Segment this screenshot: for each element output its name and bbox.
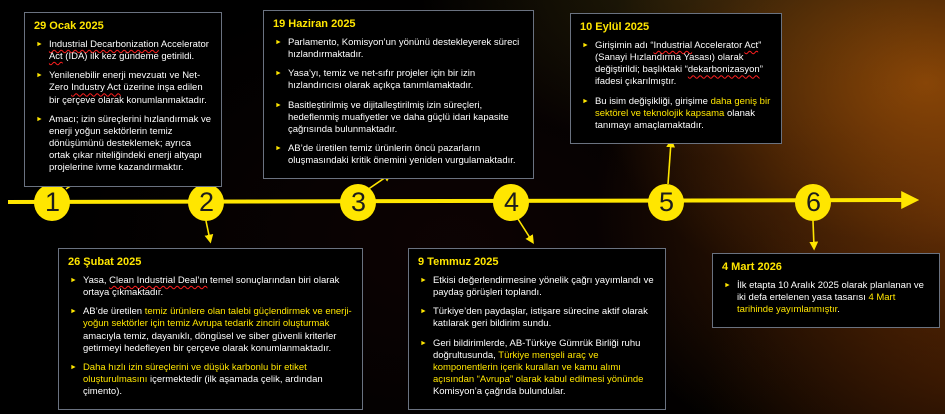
milestone-box-4: [408, 248, 666, 410]
milestone-date: 9 Temmuz 2025: [418, 256, 499, 268]
bullet-arrow-icon: ►: [275, 39, 282, 46]
milestone-bullets: [273, 37, 524, 167]
bullet-text: Basitleştirilmiş ve dijitalleştirilmiş izin süreçleri, hedeflenmiş muafiyetler ve daha güçlü idari kapasite çağrısında bulunmaktadır.: [287, 99, 509, 135]
bullet-text: Etkisi değerlendirmesine yönelik çağrı yayımlandı ve paydaş görüşleri toplandı.: [432, 275, 654, 299]
bullet-item: [273, 68, 524, 92]
timeline-node-1: 1: [34, 184, 70, 221]
bullet-text: AB’de üretilen temiz ürünlerin öncü pazarların oluşmasındaki kritik önemini yeniden vurgulamaktadır.: [287, 143, 516, 167]
milestone-box-3: [263, 10, 534, 179]
bullet-item: [418, 338, 656, 399]
bullet-item: [34, 70, 212, 106]
bullet-item: [34, 114, 212, 175]
bullet-text: Parlamento, Komisyon’un yönünü destekleyerek süreci hızlandırmaktadır.: [287, 37, 520, 61]
milestone-box-2: [58, 248, 363, 410]
bullet-arrow-icon: ►: [582, 42, 589, 49]
timeline-node-3: 3: [340, 184, 376, 221]
bullet-text: Girişimin adı “Industrial Accelerator Act” (Sanayi Hızlandırma Yasası) olarak değiştirildi; başlıktaki “dekarbonizasyon” ifadesi çıkarılmıştır.: [594, 40, 763, 88]
bullet-arrow-icon: ►: [36, 41, 43, 48]
bullet-item: [722, 280, 930, 316]
bullet-arrow-icon: ►: [70, 308, 77, 316]
bullet-text: İlk etapta 10 Aralık 2025 olarak planlanan ve iki defa ertelenen yasa tasarısı 4 Mart tarihinde yayımlanmıştır.: [736, 280, 924, 316]
milestone-bullets: [418, 275, 656, 398]
timeline-node-4: 4: [493, 184, 529, 221]
bullet-text: Yenilenebilir enerji mevzuatı ve Net-Zero Industry Act üzerine inşa edilen bir çerçeve olarak konumlanmaktadır.: [48, 70, 207, 106]
bullet-item: [68, 275, 353, 299]
bullet-item: [68, 306, 353, 355]
milestone-bullets: [580, 40, 772, 132]
bullet-text: Industrial Decarbonization Accelerator Act (IDA) ilk kez gündeme getirildi.: [48, 39, 209, 63]
bullet-item: [418, 275, 656, 299]
bullet-arrow-icon: ►: [724, 282, 731, 289]
bullet-arrow-icon: ►: [420, 339, 427, 347]
connector-node5-box5: [668, 142, 671, 184]
milestone-box-1: [24, 12, 222, 187]
milestone-date: 10 Eylül 2025: [580, 21, 650, 33]
milestone-bullets: [722, 280, 930, 316]
bullet-item: [273, 100, 524, 136]
milestone-date: 29 Ocak 2025: [34, 20, 104, 32]
bullet-arrow-icon: ►: [275, 145, 282, 153]
bullet-item: [68, 362, 353, 398]
connector-node6-box6: [813, 221, 814, 247]
bullet-item: [34, 39, 212, 63]
bullet-arrow-icon: ►: [36, 115, 43, 123]
milestone-box-6: [712, 253, 940, 328]
bullet-text: Türkiye’den paydaşlar, istişare sürecine aktif olarak katılarak geri bildirim sundu.: [432, 306, 648, 330]
bullet-arrow-icon: ►: [36, 72, 43, 80]
bullet-arrow-icon: ►: [70, 277, 77, 284]
bullet-arrow-icon: ►: [420, 277, 427, 284]
connector-node2-box2: [206, 221, 210, 240]
bullet-item: [580, 96, 772, 132]
bullet-arrow-icon: ►: [275, 101, 282, 109]
bullet-item: [273, 37, 524, 61]
timeline-axis-line: [8, 200, 912, 202]
milestone-date: 19 Haziran 2025: [273, 18, 356, 30]
timeline-node-5: 5: [648, 184, 684, 221]
bullet-arrow-icon: ►: [70, 363, 77, 371]
bullet-text: Yasa, Clean Industrial Deal’ın temel sonuçlarından biri olarak ortaya çıkmaktadır.: [82, 275, 340, 299]
milestone-bullets: [34, 39, 212, 175]
milestone-box-5: [570, 13, 782, 144]
milestone-bullets: [68, 275, 353, 398]
bullet-arrow-icon: ►: [420, 308, 427, 316]
bullet-text: Daha hızlı izin süreçlerini ve düşük karbonlu bir etiket oluşturulmasını içermektedir (ilk aşamada çelik, ardından çimento).: [82, 361, 323, 398]
bullet-item: [273, 143, 524, 167]
bullet-arrow-icon: ►: [582, 97, 589, 105]
timeline-node-2: 2: [188, 184, 224, 221]
bullet-text: Yasa’yı, temiz ve net-sıfır projeler için bir izin hızlandırıcısı olarak açıkça tanımlamaktadır.: [287, 68, 476, 92]
bullet-text: Amacı; izin süreçlerini hızlandırmak ve enerji yoğun sektörlerin temiz dönüşümünü desteklemek; ayrıca ortak çıkar niteliğindeki enerji altyapı projelerine ivme kazandırmaktır.: [48, 113, 212, 174]
timeline-node-6: 6: [795, 184, 831, 221]
bullet-text: AB’de üretilen temiz ürünlere olan talebi güçlendirmek ve enerji-yoğun sektörler için temiz Avrupa tedarik zinciri oluşturmak amacıyla temiz, dayanıklı, döngüsel ve siber güvenli kriterler getirmeyi hedefleyen bir çerçeve olarak konumlanmaktadır.: [82, 306, 352, 354]
bullet-text: Geri bildirimlerde, AB-Türkiye Gümrük Birliği ruhu doğrultusunda, Türkiye menşeli araç ve komponentlerin içerik kuralları ve kamu alımı açısından “Avrupa” olarak kabul edilmesi yönünde Komisyon’a çağrıda bulundular.: [432, 337, 644, 398]
bullet-item: [418, 306, 656, 330]
bullet-item: [580, 40, 772, 89]
bullet-text: Bu isim değişikliği, girişime daha geniş bir sektörel ve teknolojik kapsama olanak tanımayı amaçlamaktadır.: [594, 95, 771, 131]
milestone-date: 26 Şubat 2025: [68, 256, 142, 268]
milestone-date: 4 Mart 2026: [722, 261, 782, 273]
bullet-arrow-icon: ►: [275, 70, 282, 78]
connector-node4-box4: [518, 219, 532, 241]
